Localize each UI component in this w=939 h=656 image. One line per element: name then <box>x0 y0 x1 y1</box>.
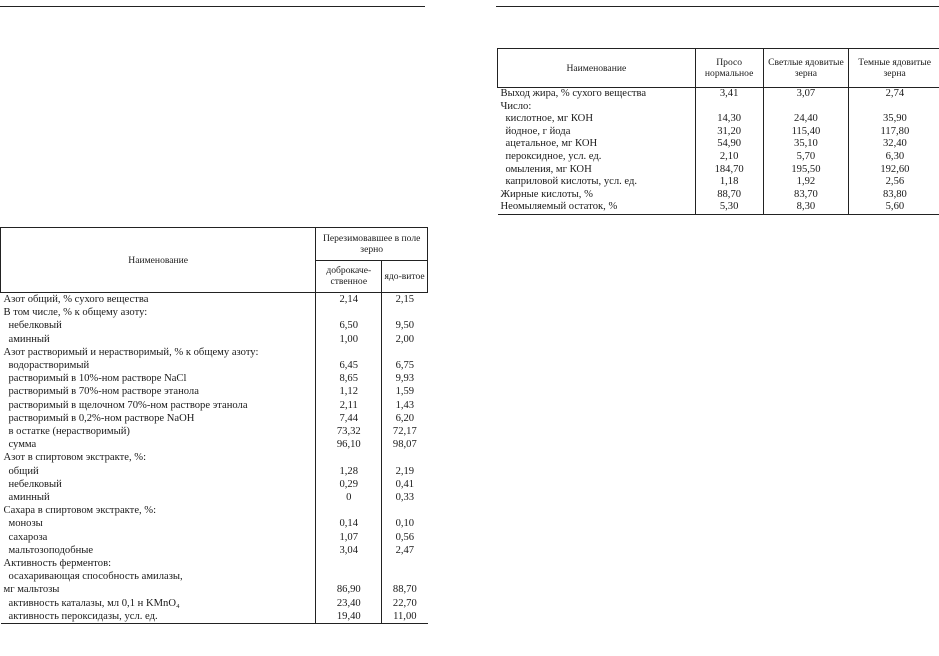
table-row <box>1 610 428 624</box>
row-value-v1: 6,50 <box>316 319 382 332</box>
left-header-col2: ядо-витое <box>382 260 428 293</box>
row-value-v2: 6,20 <box>382 412 428 425</box>
row-value-v2 <box>382 504 428 517</box>
row-label: Азот общий, % сухого вещества <box>3 294 149 305</box>
table-row <box>1 425 428 438</box>
row-value-v1 <box>316 306 382 319</box>
row-value-v1: 1,00 <box>316 333 382 346</box>
table-row <box>1 438 428 451</box>
row-label: йодное, г йода <box>505 125 571 137</box>
row-value-v1: 2,14 <box>316 293 382 307</box>
row-label: растворимый в 0,2%-ном растворе NaOH <box>8 412 195 424</box>
row-value-v1: 1,07 <box>316 531 382 544</box>
row-value-v1: 86,90 <box>316 583 382 596</box>
row-value-v1: 0,14 <box>316 517 382 530</box>
row-label: пероксидное, усл. ед. <box>505 150 602 162</box>
row-value-v1: 3,41 <box>695 88 763 101</box>
row-label: мальтозоподобные <box>8 544 94 556</box>
row-value-v1 <box>316 570 382 583</box>
row-label: Активность ферментов: <box>3 558 112 570</box>
row-label: аминный <box>8 333 50 345</box>
table-row <box>1 531 428 544</box>
row-value-v2: 24,40 <box>763 113 849 126</box>
row-value-v3: 32,40 <box>849 138 939 151</box>
right-header-col3: Темные ядовитые зерна <box>849 49 939 88</box>
row-value-v3: 192,60 <box>849 164 939 177</box>
row-value-v1 <box>316 504 382 517</box>
left-header-col1: доброкаче-ственное <box>316 260 382 293</box>
row-value-v1 <box>316 346 382 359</box>
row-value-v2: 0,10 <box>382 517 428 530</box>
row-label: растворимый в щелочном 70%-ном растворе этанола <box>8 399 248 411</box>
right-table <box>497 48 939 215</box>
table-row <box>1 293 428 307</box>
row-value-v3: 6,30 <box>849 151 939 164</box>
row-value-v2: 2,19 <box>382 465 428 478</box>
row-value-v2: 195,50 <box>763 164 849 177</box>
row-value-v3: 83,80 <box>849 189 939 202</box>
table-row <box>1 385 428 398</box>
row-value-v2: 2,15 <box>382 293 428 307</box>
row-label: мг мальтозы <box>3 584 60 596</box>
table-row <box>1 306 428 319</box>
table-row <box>498 113 939 126</box>
row-value-v1: 73,32 <box>316 425 382 438</box>
row-value-v1: 5,30 <box>695 201 763 214</box>
row-value-v1: 19,40 <box>316 610 382 624</box>
row-label: в остатке (нерастворимый) <box>8 426 130 438</box>
row-label: Число: <box>500 100 532 112</box>
row-value-v1: 0 <box>316 491 382 504</box>
row-value-v2 <box>382 570 428 583</box>
row-label: растворимый в 70%-ном растворе этанола <box>8 386 199 398</box>
table-row <box>1 557 428 570</box>
row-label: аминный <box>8 492 50 504</box>
row-value-v3: 2,74 <box>849 88 939 101</box>
row-value-v2 <box>382 451 428 464</box>
row-value-v1: 14,30 <box>695 113 763 126</box>
row-value-v1: 31,20 <box>695 126 763 139</box>
table-row <box>498 151 939 164</box>
row-value-v1: 8,65 <box>316 372 382 385</box>
top-rule-left <box>0 6 425 7</box>
row-value-v1 <box>316 451 382 464</box>
table-row <box>498 88 939 101</box>
row-value-v2: 0,41 <box>382 478 428 491</box>
row-value-v2: 35,10 <box>763 138 849 151</box>
left-table-body <box>1 293 428 624</box>
row-value-v1: 0,29 <box>316 478 382 491</box>
row-label: Азот в спиртовом экстракте, %: <box>3 452 147 464</box>
row-value-v2: 1,43 <box>382 399 428 412</box>
table-row <box>1 517 428 530</box>
left-table <box>0 227 428 624</box>
row-label: сахароза <box>8 531 48 543</box>
row-value-v2: 72,17 <box>382 425 428 438</box>
row-value-v1 <box>695 101 763 114</box>
row-value-v2: 88,70 <box>382 583 428 596</box>
row-value-v1: 7,44 <box>316 412 382 425</box>
row-label: монозы <box>8 518 43 530</box>
row-label: Неомыляемый остаток, % <box>498 201 696 214</box>
table-row <box>1 504 428 517</box>
row-value-v1: 96,10 <box>316 438 382 451</box>
row-value-v2: 8,30 <box>763 201 849 214</box>
table-row <box>1 478 428 491</box>
row-label: растворимый в 10%-ном растворе NaCl <box>8 373 187 385</box>
row-label: В том числе, % к общему азоту: <box>3 307 148 319</box>
top-rule-right <box>496 6 939 7</box>
left-header-group: Перезимовавшее в поле зерно <box>316 228 428 261</box>
row-value-v1: 54,90 <box>695 138 763 151</box>
row-value-v2: 9,93 <box>382 372 428 385</box>
row-value-v1: 1,28 <box>316 465 382 478</box>
row-value-v3: 5,60 <box>849 201 939 214</box>
row-value-v2: 98,07 <box>382 438 428 451</box>
row-label: каприловой кислоты, усл. ед. <box>505 176 638 188</box>
row-value-v2: 3,07 <box>763 88 849 101</box>
row-value-v2: 2,47 <box>382 544 428 557</box>
row-value-v2: 115,40 <box>763 126 849 139</box>
row-label: Сахара в спиртовом экстракте, %: <box>3 505 157 517</box>
table-row <box>498 164 939 177</box>
row-label: омыления, мг КОН <box>505 163 592 175</box>
right-header-name: Наименование <box>498 49 696 88</box>
row-value-v1: 1,18 <box>695 176 763 189</box>
row-value-v2: 83,70 <box>763 189 849 202</box>
row-value-v2: 0,56 <box>382 531 428 544</box>
row-value-v2: 2,00 <box>382 333 428 346</box>
left-header-name: Наименование <box>1 228 316 293</box>
row-value-v2 <box>382 346 428 359</box>
table-row <box>498 101 939 114</box>
right-header-col1: Просо нормальное <box>695 49 763 88</box>
row-label: активность каталазы, мл 0,1 н KMnO₄ <box>8 597 180 609</box>
row-value-v2: 9,50 <box>382 319 428 332</box>
row-label: активность пероксидазы, усл. ед. <box>1 610 316 624</box>
row-value-v1: 88,70 <box>695 189 763 202</box>
row-label: Выход жира, % сухого вещества <box>500 88 647 99</box>
table-row <box>1 451 428 464</box>
right-header-col2: Светлые ядовитые зерна <box>763 49 849 88</box>
row-value-v2: 22,70 <box>382 597 428 610</box>
row-label: Жирные кислоты, % <box>500 188 593 200</box>
row-value-v1: 184,70 <box>695 164 763 177</box>
row-value-v2: 1,92 <box>763 176 849 189</box>
table-row <box>1 372 428 385</box>
table-row <box>1 465 428 478</box>
table-row <box>498 126 939 139</box>
table-row <box>498 138 939 151</box>
row-value-v2: 11,00 <box>382 610 428 624</box>
row-value-v2: 6,75 <box>382 359 428 372</box>
table-row <box>498 201 939 214</box>
row-label: общий <box>8 465 39 477</box>
row-value-v2: 5,70 <box>763 151 849 164</box>
table-row <box>1 570 428 583</box>
right-table-body <box>498 88 939 215</box>
row-value-v1: 3,04 <box>316 544 382 557</box>
row-value-v1: 2,10 <box>695 151 763 164</box>
row-label: Азот растворимый и нерастворимый, % к общему азоту: <box>3 346 259 358</box>
table-row <box>1 412 428 425</box>
row-value-v3: 117,80 <box>849 126 939 139</box>
table-row <box>1 359 428 372</box>
row-value-v1 <box>316 557 382 570</box>
table-row <box>498 189 939 202</box>
table-row <box>498 176 939 189</box>
table-row <box>1 399 428 412</box>
row-value-v1: 2,11 <box>316 399 382 412</box>
table-row <box>1 544 428 557</box>
row-value-v3: 2,56 <box>849 176 939 189</box>
row-label: водорастворимый <box>8 360 90 372</box>
table-row <box>1 597 428 610</box>
table-row <box>1 491 428 504</box>
row-label: кислотное, мг КОН <box>505 113 593 125</box>
row-value-v2 <box>382 557 428 570</box>
table-row <box>1 583 428 596</box>
row-value-v2: 0,33 <box>382 491 428 504</box>
row-value-v2 <box>763 101 849 114</box>
row-label: небелковый <box>8 320 62 332</box>
row-value-v1: 23,40 <box>316 597 382 610</box>
row-label: небелковый <box>8 478 62 490</box>
row-value-v3 <box>849 101 939 114</box>
table-row <box>1 319 428 332</box>
row-value-v3: 35,90 <box>849 113 939 126</box>
row-value-v1: 1,12 <box>316 385 382 398</box>
row-label: сумма <box>8 439 37 451</box>
row-label: осахаривающая способность амилазы, <box>8 571 183 583</box>
row-value-v1: 6,45 <box>316 359 382 372</box>
row-value-v2: 1,59 <box>382 385 428 398</box>
row-label: ацетальное, мг КОН <box>505 138 598 150</box>
row-value-v2 <box>382 306 428 319</box>
table-row <box>1 333 428 346</box>
table-row <box>1 346 428 359</box>
